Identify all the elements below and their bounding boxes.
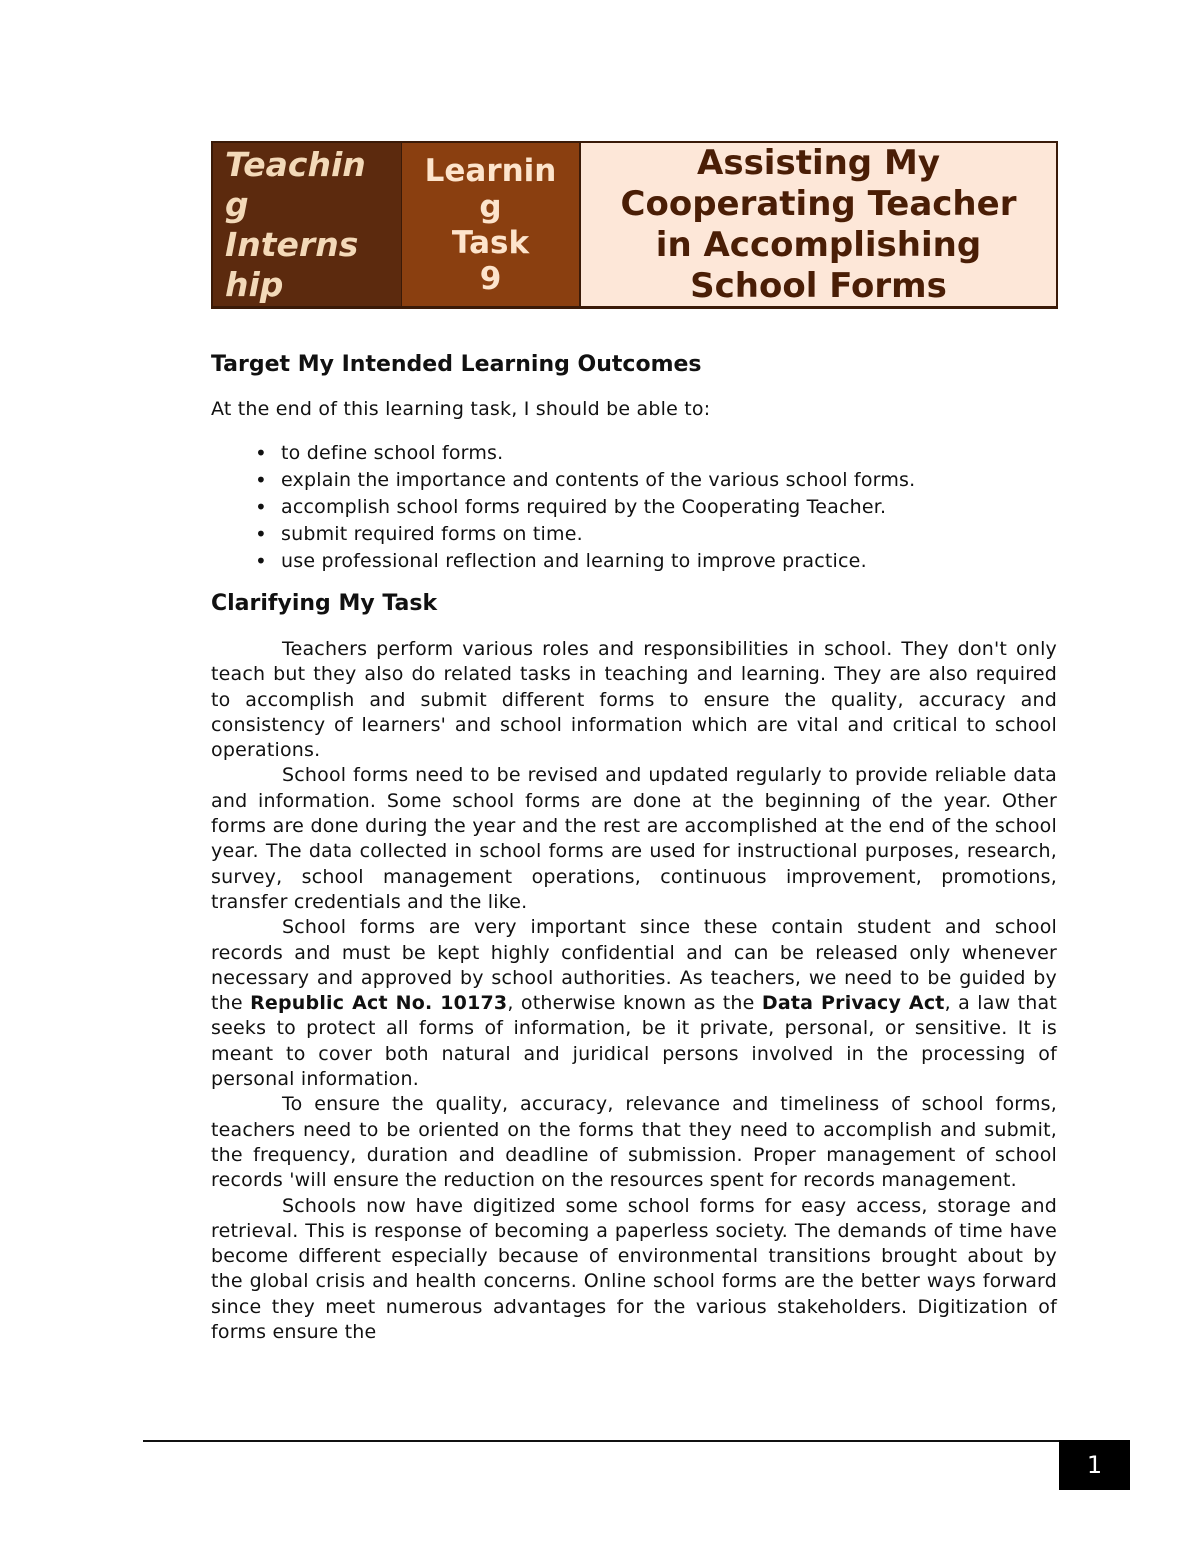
list-item: • to define school forms.: [211, 440, 1051, 467]
banner-course-text: Teachin g Interns hip: [225, 144, 366, 304]
list-item: • accomplish school forms required by the Cooperating Teacher.: [211, 494, 1051, 521]
clarifying-heading: Clarifying My Task: [211, 591, 438, 616]
footer-rule: [143, 1440, 1059, 1442]
outcomes-list: [211, 440, 1051, 575]
paragraph: To ensure the quality, accuracy, relevance and timeliness of school forms, teachers need to be oriented on the forms that they need to accomplish and submit, the frequency, duration and deadline of submission. Proper management of school records 'will ensure the reduction on the resources spent for records management.: [211, 1093, 1057, 1192]
clarifying-body: [211, 637, 1057, 1345]
paragraph: Schools now have digitized some school forms for easy access, storage and retrieval. This is response of becoming a paperless society. The demands of time have become different especially because of environmental transitions brought about by the global crisis and health concerns. Online school forms are the better ways forward since they meet numerous advantages for the various stakeholders. Digitization of forms ensure the: [211, 1194, 1057, 1344]
paragraph: Teachers perform various roles and responsibilities in school. They don't only teach but they also do related tasks in teaching and learning. They are also required to accomplish and submit different forms to ensure the quality, accuracy and consistency of learners' and school information which are vital and critical to school operations.: [211, 638, 1057, 762]
banner-task-cell: [401, 143, 579, 306]
list-item: • explain the importance and contents of the various school forms.: [211, 467, 1051, 494]
outcomes-intro: At the end of this learning task, I should be able to:: [211, 398, 711, 420]
banner-title-cell: [579, 143, 1056, 306]
page-number: 1: [1059, 1440, 1130, 1490]
banner-task-text: Learnin g Task 9: [424, 152, 557, 297]
list-item: • submit required forms on time.: [211, 521, 1051, 548]
paragraph: School forms are very important since these contain student and school records and must be kept highly confidential and can be released only whenever necessary and approved by school authorities. As teachers, we need to be guided by the Republic Act No. 10173, otherwise known as the Data Privacy Act, a law that seeks to protect all forms of information, be it private, personal, or sensitive. It is meant to cover both natural and juridical persons involved in the processing of personal information.: [211, 916, 1057, 1091]
law-alias: Data Privacy Act: [761, 992, 945, 1015]
paragraph: School forms need to be revised and updated regularly to provide reliable data and information. Some school forms are done at the beginning of the year. Other forms are done during the year and the rest are accomplished at the end of the school year. The data collected in school forms are used for instructional purposes, research, survey, school management operations, continuous improvement, promotions, transfer credentials and the like.: [211, 764, 1057, 913]
law-name: Republic Act No. 10173: [250, 992, 508, 1015]
outcomes-heading: Target My Intended Learning Outcomes: [211, 352, 702, 377]
banner-title-text: Assisting My Cooperating Teacher in Accomplishing School Forms: [620, 142, 1017, 306]
banner-course-cell: [213, 143, 401, 306]
list-item: • use professional reflection and learning to improve practice.: [211, 548, 1051, 575]
title-banner: [211, 141, 1058, 309]
